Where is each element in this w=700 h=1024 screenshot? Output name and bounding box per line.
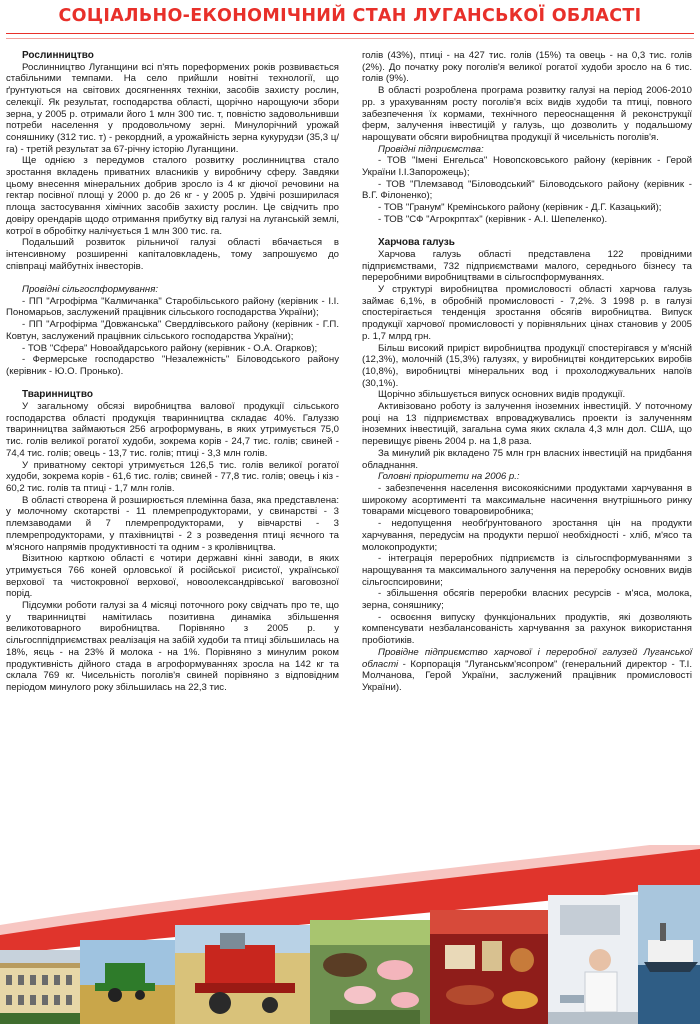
list-item: - освоєння випуску функціональних продуктів, які дозволяють компенсувати незбалансованість харчування за рахунок використання пробіотиків. (362, 611, 692, 647)
paragraph: У структурі виробництва промисловості області харчова галузь займає 6,1%, в обробній промисловості - 7,2%. З 1998 р. в галузі спостерігається тенденція зростання обсягів виробництва. Випуск продукції харчової промисловості у порівняльних цінах становив у 2005 р. 1,7 млрд грн. (362, 284, 692, 342)
paragraph: Візитною карткою області є чотири державні кінні заводи, в яких утримується 766 коней орловської й російської рисистої, української верхової та чистокровної верхової, новоолександрівської ваговозної порід. (6, 553, 339, 600)
paragraph: В області розроблена програма розвитку галузі на період 2006-2010 рр. з урахуванням росту поголів'я всіх видів худоби та птиці, повного забезпечення їх кормами, технічного переоснащення й реконструкції ферм, залучення інвестицій у галузь, що дозволить у подальшому нарощувати обсяги виробництва продукції й чисельність поголів'я. (362, 85, 692, 143)
left-column (6, 50, 339, 694)
list-item: - ТОВ "Гранум" Кремінського району (керівник - Д.Г. Казацький); (378, 202, 662, 214)
list-item: - Фермерське господарство "Незалежність" Біловодського району (керівник - Ю.О. Пронько). (6, 354, 339, 377)
list-item: - забезпечення населення високоякісними продуктами харчування в широкому асортименті та максимальне насичення внутрішнього ринку товарами місцевого товаровиробника; (362, 483, 692, 518)
list-item: - збільшення обсягів переробки власних ресурсів - м'яса, молока, зерна, соняшнику; (362, 588, 692, 612)
photo-ship-at-sea (638, 885, 700, 1024)
photo-collage (0, 845, 700, 1024)
paragraph: Активізовано роботу із залучення іноземних інвестицій. У поточному році на 13 підприємствах впроваджувались проекти із залученням іноземних інвестицій, загальна сума яких склала 4,3 млн дол. США, що перевищує рівень 2004 р. на 1,8 раза. (362, 401, 692, 448)
page-title: СОЦІАЛЬНО-ЕКОНОМІЧНИЙ СТАН ЛУГАНСЬКОЇ ОБЛАСТІ (58, 6, 642, 26)
leading-farms-heading: Провідні сільгоспформування: (22, 284, 158, 296)
leading-food-enterprise-text: - Корпорація "Луганськм'ясопром" (генеральний директор - Т.І. Молчанова, Герой України, заслужений працівник промисловості України). (362, 658, 692, 693)
leading-enterprises-heading: Провідні підприємства: (378, 143, 484, 155)
list-item: - ТОВ "Племзавод "Біловодський" Біловодського району (керівник - В.Г. Філоненко); (362, 178, 692, 202)
paragraph: Харчова галузь області представлена 122 провідними підприємствами, 732 підприємствами малого, середнього бізнесу та переробними виробництвами в сільгоспформуваннях. (362, 248, 692, 284)
title-underline (6, 33, 694, 34)
list-item: - недопущення необґрунтованого зростання цін на продукти харчування, передусім на продукти першої необхідності - хліб, м'ясо та молокопродукти; (362, 518, 692, 553)
paragraph: У загальному обсязі виробництва валової продукції сільського господарства області продукція тваринництва складає 40%. Галуззю тваринництва займаються 256 агроформувань, в яких утримується 75,0 тис. голів великої рогатої худоби, зокрема корів - 24,7 тис. голів; свиней - 74,4 тис. голів; овець - 13,7 тис. голів; птиці - 3,3 млн голів. (6, 401, 339, 459)
list-item: - ТОВ "СФ "Агрокрптах" (керівник - А.І. Шепеленко). (378, 213, 608, 225)
paragraph: За минулий рік вкладено 75 млн грн власних інвестицій на придбання обладнання. (362, 447, 692, 471)
photo-administrative-building (0, 950, 80, 1024)
priorities-heading: Головні пріоритети на 2006 р.: (378, 471, 520, 483)
title-underline-light (6, 38, 694, 39)
section-heading-food-industry: Харчова галузь (378, 237, 455, 249)
paragraph: Більш високий приріст виробництва продукції спостерігався у м'ясній (12,3%), молочній (15,3%) галузях, у виробництві кондитерських виробів (10,8%), виробництві мінеральних вод і прохолоджувальних напоїв (30,1%). (362, 342, 692, 389)
photo-laboratory (548, 895, 638, 1024)
list-item: - ТОВ "Сфера" Новоайдарського району (керівник - О.А. Огарков); (22, 342, 318, 354)
paragraph: В області створена й розширюється племінна база, яка представлена: у молочному скотарстві - 11 племрепродукторами, у свинарстві - 3 племзаводами й 7 племрепродукторами, у вівчарстві - 3 племрепродукторами, у птахівництві - 2 з розведення птиці яєчного та м'ясного напрямів продуктивності та одним - з кролівництва. (6, 494, 339, 553)
paragraph: Подальший розвиток рільничої галузі області вбачається в інтенсивному розширенні капіталовкладень, тому запрошуємо до співпраці майбутніх інвесторів. (6, 237, 339, 272)
paragraph: Щорічно збільшується випуск основних видів продукції. (378, 389, 626, 401)
paragraph: голів (43%), птиці - на 427 тис. голів (15%) та овець - на 0,3 тис. голів (2%). До початку року поголів'я великої рогатої худоби зросло на 6 тис. голів (9%). (362, 50, 692, 85)
list-item: - ПП "Агрофірма "Калмичанка" Старобільського району (керівник - І.І. Пономарьов, заслужений працівник сільського господарства України); (6, 295, 339, 319)
paragraph: Ще однією з передумов сталого розвитку рослинництва стало зростання вкладень приватних власників у виробничу сферу. Завдяки цьому внесення мінеральних добрив зросло із 4 кг діючої речовини на гектар посівної площі у 2000 р. до 26 кг - у 2005 р. Удвічі розширилася площа застосування хімічних засобів захисту рослин. Це свідчить про довіру орендарів щодо отримання прибутку від галузі на луганській землі, котрої в обробітку налічується 1 млн 300 тис. га. (6, 155, 339, 237)
list-item: - ПП "Агрофірма "Довжанська" Свердлівського району (керівник - Г.П. Ковтун, заслужений працівник сільського господарства України); (6, 319, 339, 342)
list-item: - ТОВ "Імені Енгельса" Новопсковського району (керівник - Герой України І.І.Запорожець); (362, 155, 692, 179)
leading-food-enterprise (362, 647, 692, 694)
photo-food-products (430, 910, 548, 1024)
photo-combine-harvester (80, 940, 175, 1024)
right-column (362, 50, 692, 694)
photo-red-combine (175, 925, 310, 1024)
list-item: - інтеграція переробних підприємств із сільгоспформуваннями з нарощування та максимального залучення на переробку основних видів сільгоспсировини; (362, 553, 692, 588)
section-heading-crop-farming: Рослинництво (22, 50, 94, 61)
section-heading-livestock: Тваринництво (22, 389, 93, 401)
paragraph: Підсумки роботи галузі за 4 місяці поточного року свідчать про те, що у тваринництві намітилась позитивна динаміка збільшення великотоварного виробництва. Порівняно з 2005 р. у сільгосппідприємствах реалізація на забій худоби та птиці збільшилась на 18%, яєць - на 23% й молока - на 1%. Порівняно з минулим роком продуктивність дійного стада в агроформуваннях зросла на 142 кг та склала 769 кг. Чисельність поголів'я свиней порівняно з відповідним періодом минулого року збільшилась на 22,3 тис. (6, 600, 339, 693)
paragraph: У приватному секторі утримується 126,5 тис. голів великої рогатої худоби, зокрема корів - 61,6 тис. голів; свиней - 77,8 тис. голів; овець і кіз - 60,2 тис. голів та птиці - 1,7 млн голів. (6, 459, 339, 494)
paragraph: Рослинництво Луганщини всі п'ять пореформених років розвивається стабільними темпами. На село прийшли новітні технології, що ґрунтуються на світових досягненнях техніки, засобів захисту рослин, селекції. Як результат, господарства області, щорічно нарощуючи збори зерна, у 2005 р. отримали його 1 млн 300 тис. т, повністю задовольнивши потреби населення у продовольчому зерні. Минулорічний урожай соняшнику (312 тис. т) - рекордний, а урожайність зерна кукурудзи (35,3 ц/га) - третій результат за 67-річну історію Луганщини. (6, 61, 339, 155)
photo-farm-animals (310, 920, 430, 1024)
leading-food-enterprise-label: Провідне підприємство харчової і переробної галузей Луганської області (362, 646, 692, 670)
